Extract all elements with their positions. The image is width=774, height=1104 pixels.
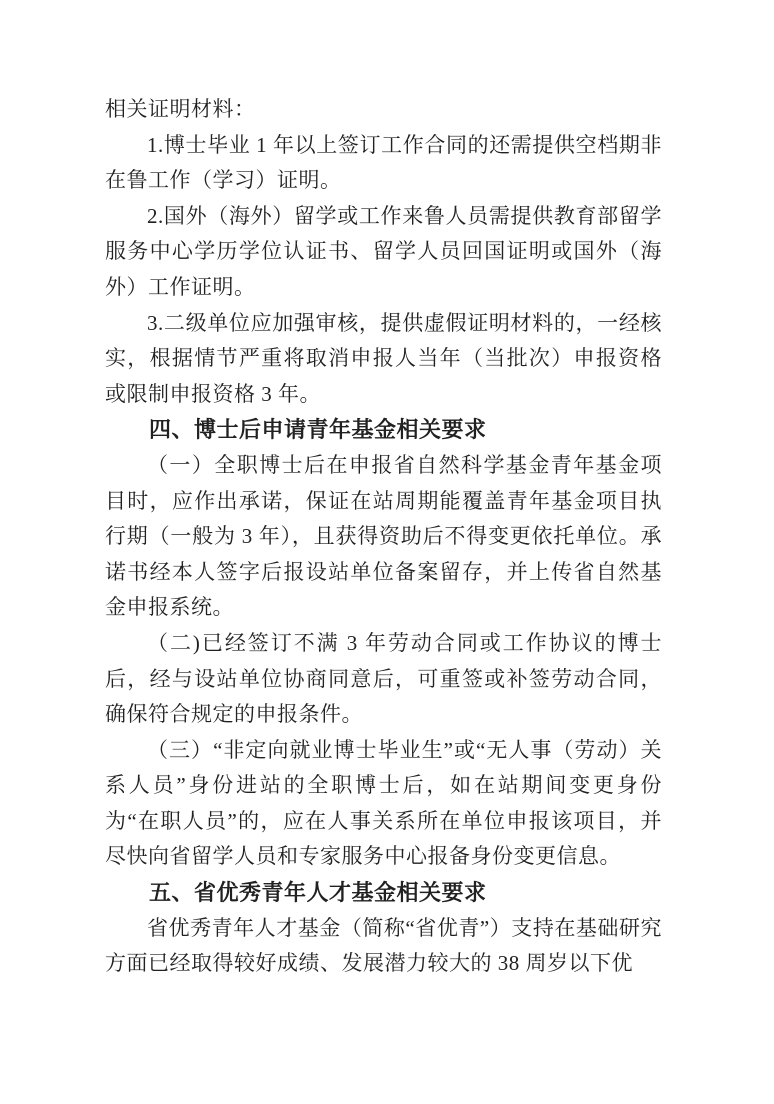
- paragraph: 3.二级单位应加强审核，提供虚假证明材料的，一经核实，根据情节严重将取消申报人当年（当批次）申报资格或限制申报资格 3 年。: [105, 310, 662, 406]
- paragraph: 2.国外（海外）留学或工作来鲁人员需提供教育部留学服务中心学历学位认证书、留学人员回国证明或国外（海外）工作证明。: [105, 203, 662, 299]
- section-heading: 五、省优秀青年人才基金相关要求: [149, 880, 487, 906]
- paragraph: （二)已经签订不满 3 年劳动合同或工作协议的博士后，经与设站单位协商同意后，可重签或补签劳动合同，确保符合规定的申报条件。: [105, 630, 662, 727]
- paragraph: 1.博士毕业 1 年以上签订工作合同的还需提供空档期非在鲁工作（学习）证明。: [105, 132, 662, 193]
- paragraph: 相关证明材料：: [105, 97, 256, 121]
- paragraph: 省优秀青年人才基金（简称“省优青”）支持在基础研究方面已经取得较好成绩、发展潜力较大的 38 周岁以下优: [105, 915, 662, 976]
- paragraph: （一）全职博士后在申报省自然科学基金青年基金项目时，应作出承诺，保证在站周期能覆盖青年基金项目执行期（一般为 3 年），且获得资助后不得变更依托单位。承诺书经本人签字后报设站单位备案留存，并上传省自然基金申报系统。: [105, 452, 662, 620]
- section-heading: 四、博士后申请青年基金相关要求: [149, 417, 487, 443]
- document-text: [105, 92, 662, 982]
- paragraph: （三）“非定向就业博士毕业生”或“无人事（劳动）关系人员”身份进站的全职博士后，如在站期间变更身份为“在职人员”的，应在人事关系所在单位申报该项目，并尽快向省留学人员和专家服务中心报备身份变更信息。: [105, 737, 662, 869]
